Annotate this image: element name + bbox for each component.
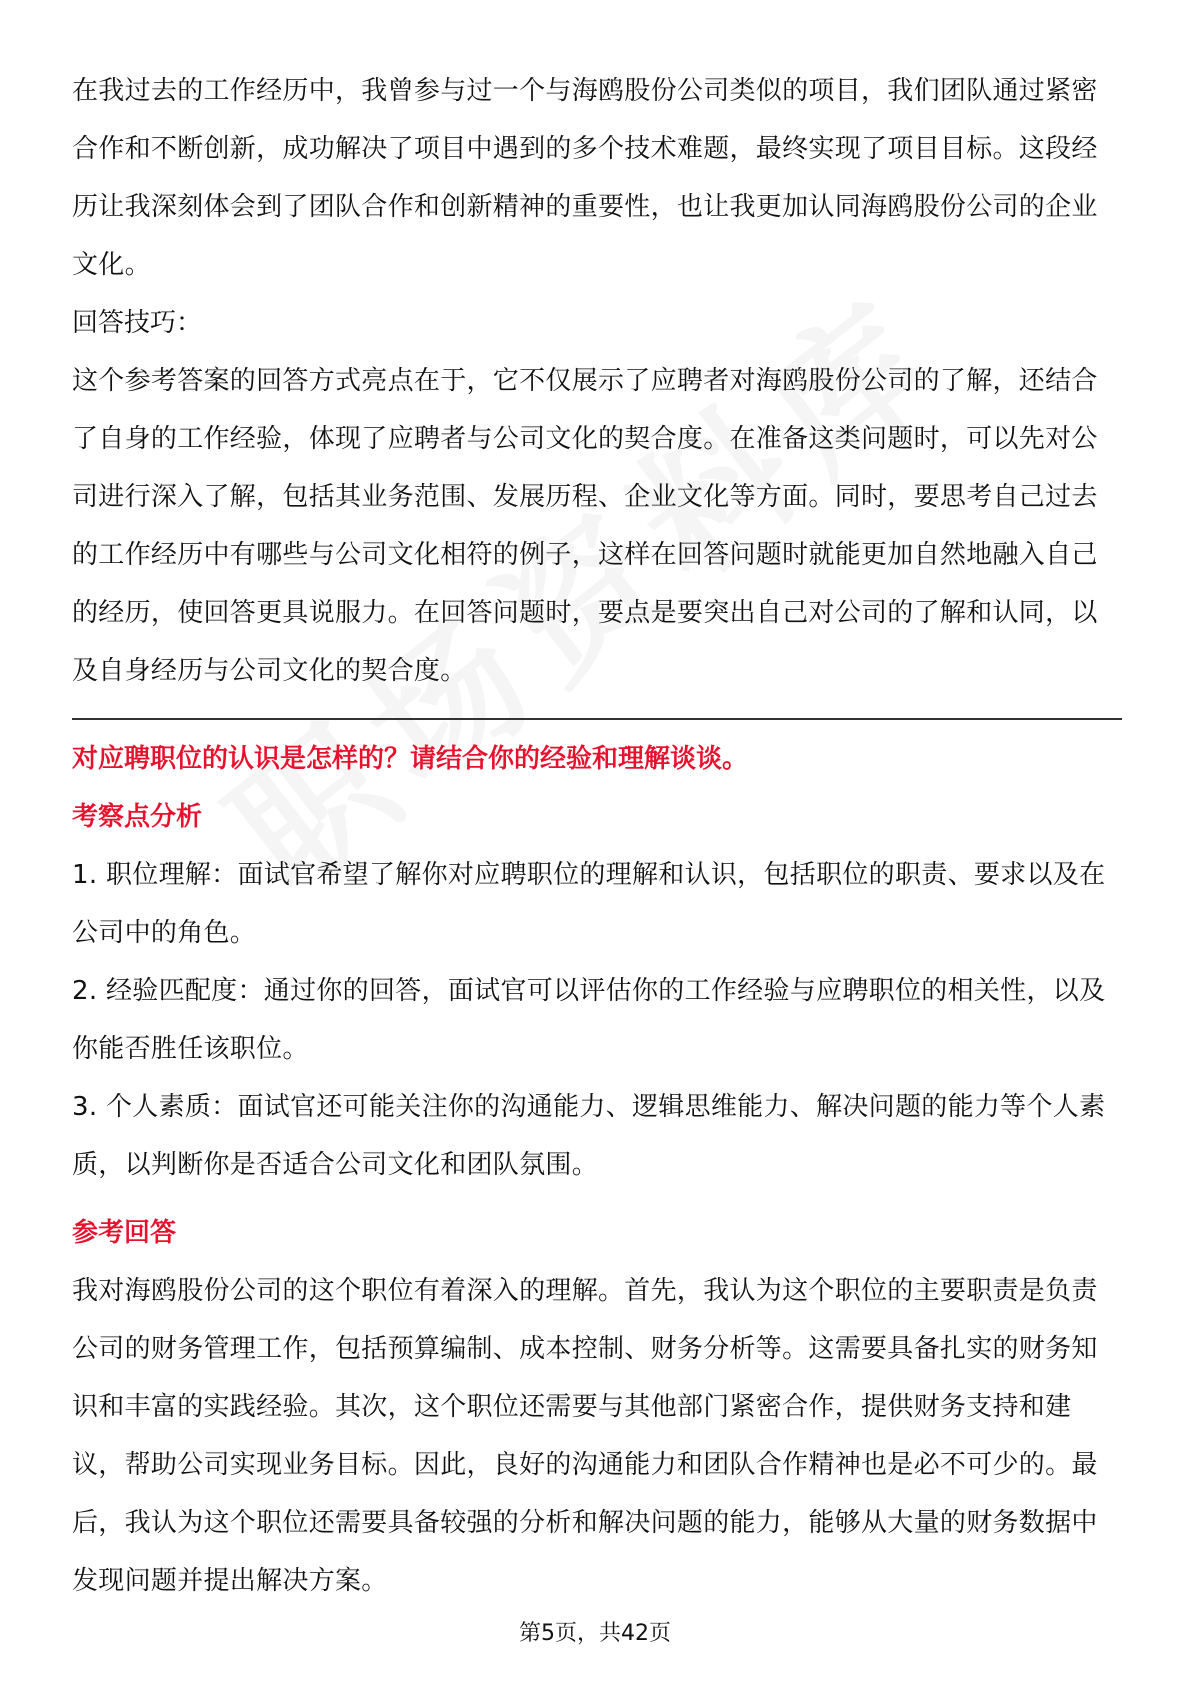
section-divider [72,718,1122,720]
analysis-item: 3. 个人素质：面试官还可能关注你的沟通能力、逻辑思维能力、解决问题的能力等个人素质，以判断你是否适合公司文化和团队氛围。 [72,1092,1106,1180]
analysis-item: 2. 经验匹配度：通过你的回答，面试官可以评估你的工作经验与应聘职位的相关性，以及你能否胜任该职位。 [72,976,1106,1064]
tips-label: 回答技巧： [72,308,203,338]
page-footer: 第5页，共42页 [519,1621,671,1646]
document-page [72,62,1122,1610]
analysis-title: 考察点分析 [72,802,203,832]
reference-title: 参考回答 [72,1218,177,1248]
intro-paragraph: 在我过去的工作经历中，我曾参与过一个与海鸥股份公司类似的项目，我们团队通过紧密合作和不断创新，成功解决了项目中遇到的多个技术难题，最终实现了项目目标。这段经历让我深刻体会到了团队合作和创新精神的重要性，也让我更加认同海鸥股份公司的企业文化。 [72,76,1098,280]
tips-paragraph: 这个参考答案的回答方式亮点在于，它不仅展示了应聘者对海鸥股份公司的了解，还结合了自身的工作经验，体现了应聘者与公司文化的契合度。在准备这类问题时，可以先对公司进行深入了解，包括其业务范围、发展历程、企业文化等方面。同时，要思考自己过去的工作经历中有哪些与公司文化相符的例子，这样在回答问题时就能更加自然地融入自己的经历，使回答更具说服力。在回答问题时，要点是要突出自己对公司的了解和认同，以及自身经历与公司文化的契合度。 [72,366,1098,686]
reference-paragraph: 我对海鸥股份公司的这个职位有着深入的理解。首先，我认为这个职位的主要职责是负责公司的财务管理工作，包括预算编制、成本控制、财务分析等。这需要具备扎实的财务知识和丰富的实践经验。其次，这个职位还需要与其他部门紧密合作，提供财务支持和建议，帮助公司实现业务目标。因此，良好的沟通能力和团队合作精神也是必不可少的。最后，我认为这个职位还需要具备较强的分析和解决问题的能力，能够从大量的财务数据中发现问题并提出解决方案。 [72,1276,1098,1596]
analysis-item: 1. 职位理解：面试官希望了解你对应聘职位的理解和认识，包括职位的职责、要求以及在公司中的角色。 [72,860,1106,948]
question-heading: 对应聘职位的认识是怎样的？请结合你的经验和理解谈谈。 [72,744,749,774]
